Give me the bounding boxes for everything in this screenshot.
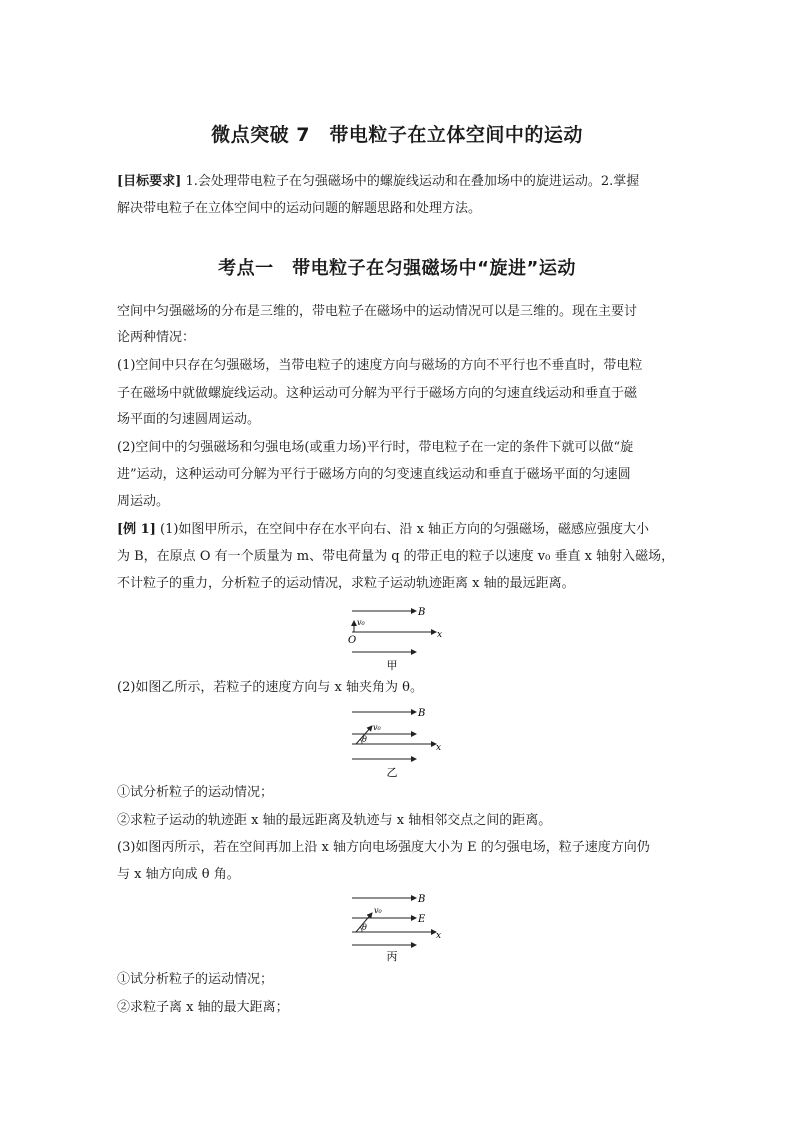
x-label: x [436, 743, 442, 753]
v0-label: v₀ [357, 618, 365, 627]
b-label: B [418, 607, 426, 618]
figure-bing-svg [340, 889, 450, 963]
example-q3-line-2: 与 x 轴方向成 θ 角。 [117, 867, 240, 882]
section-title: 考点一 带电粒子在匀强磁场中“旋进”运动 [218, 258, 576, 279]
intro-line-1: 空间中匀强磁场的分布是三维的，带电粒子在磁场中的运动情况可以是三维的。现在主要讨 [117, 304, 638, 319]
b-label: B [418, 708, 426, 719]
goal-line-2: 解决带电粒子在立体空间中的运动问题的解题思路和处理方法。 [117, 201, 482, 216]
case2-line-2: 进”运动，这种运动可分解为平行于磁场方向的匀变速直线运动和垂直于磁场平面的匀速圆 [117, 467, 631, 482]
example-q3-line-1: (3)如图丙所示，若在空间再加上沿 x 轴方向电场强度大小为 E 的匀强电场，粒子速度方向仍 [117, 840, 650, 855]
v0-label: v₀ [374, 906, 382, 915]
example-q2: (2)如图乙所示，若粒子的速度方向与 x 轴夹角为 θ。 [117, 680, 423, 695]
figure-caption: 甲 [386, 659, 398, 671]
v0-label: v₀ [373, 723, 381, 732]
x-label: x [436, 931, 442, 941]
theta-label: θ [362, 735, 367, 744]
example-q1-line-3: 不计粒子的重力，分析粒子的运动情况，求粒子运动轨迹距离 x 轴的最远距离。 [117, 576, 575, 591]
figure-caption: 乙 [386, 766, 398, 779]
example-q3-b: ②求粒子离 x 轴的最大距离； [117, 1000, 289, 1015]
example-q3-a: ①试分析粒子的运动情况； [117, 972, 274, 987]
b-label: B [418, 894, 426, 905]
example-q2-b: ②求粒子运动的轨迹距 x 轴的最远距离及轨迹与 x 轴相邻交点之间的距离。 [117, 813, 552, 828]
example-tag: [例 1] [117, 522, 156, 537]
case1-line-2: 子在磁场中就做螺旋线运动。这种运动可分解为平行于磁场方向的匀速直线运动和垂直于磁 [117, 386, 638, 401]
page-title: 微点突破 7 带电粒子在立体空间中的运动 [211, 124, 583, 146]
origin-label: O [348, 635, 357, 646]
figure-jia [340, 603, 450, 671]
example-line-1 [117, 518, 679, 542]
example-q1-text-1: (1)如图甲所示，在空间中存在水平向右、沿 x 轴正方向的匀强磁场，磁感应强度大小 [160, 522, 650, 537]
e-label: E [418, 914, 426, 925]
case2-line-3: 周运动。 [117, 494, 170, 509]
x-label: x [437, 630, 443, 640]
theta-label: θ [362, 923, 367, 932]
figure-yi [340, 704, 450, 780]
goal-tag: [目标要求] [117, 174, 182, 189]
intro-line-2: 论两种情况： [117, 330, 196, 345]
example-q1-line-2: 为 B，在原点 O 有一个质量为 m、带电荷量为 q 的带正电的粒子以速度 v₀ 垂直 x 轴射入磁场， [117, 549, 675, 564]
case1-line-3: 场平面的匀速圆周运动。 [117, 412, 261, 427]
goal-line-1 [117, 170, 679, 194]
case1-line-1: (1)空间中只存在匀强磁场，当带电粒子的速度方向与磁场的方向不平行也不垂直时，带电粒 [117, 358, 643, 373]
figure-yi-svg [340, 704, 450, 780]
figure-caption: 丙 [386, 950, 398, 963]
figure-bing [340, 889, 450, 963]
example-q2-a: ①试分析粒子的运动情况； [117, 785, 274, 800]
goal-text-1: 1.会处理带电粒子在匀强磁场中的螺旋线运动和在叠加场中的旋进运动。2.掌握 [185, 174, 640, 189]
figure-jia-svg [340, 603, 450, 671]
case2-line-1: (2)空间中的匀强磁场和匀强电场(或重力场)平行时，带电粒子在一定的条件下就可以做“旋 [117, 440, 634, 455]
